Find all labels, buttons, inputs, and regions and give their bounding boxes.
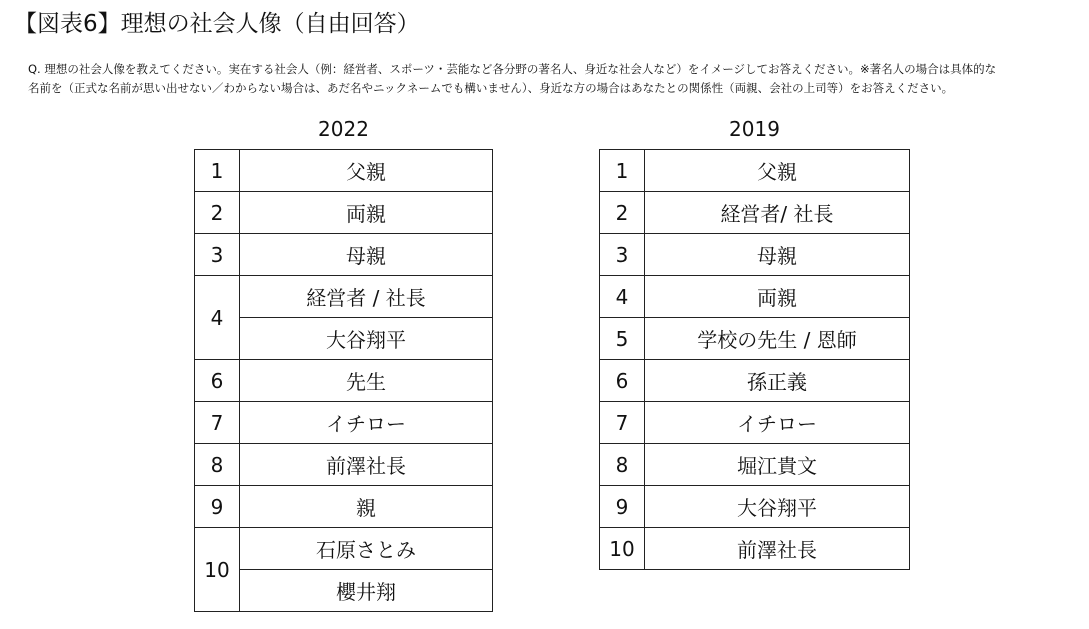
table-row (195, 234, 493, 276)
ranking-table-2022 (194, 149, 493, 612)
rank-cell: 7 (600, 402, 645, 444)
table-row (600, 150, 910, 192)
year-heading-2022: 2022 (318, 117, 369, 141)
table-row (195, 360, 493, 402)
table-row (600, 528, 910, 570)
table-row (195, 318, 493, 360)
table-row (600, 234, 910, 276)
rank-cell: 6 (195, 360, 240, 402)
name-cell: 先生 (240, 360, 493, 402)
table-row (195, 276, 493, 318)
name-cell: イチロー (240, 402, 493, 444)
table-row (600, 192, 910, 234)
name-cell: 大谷翔平 (645, 486, 910, 528)
table-row (600, 444, 910, 486)
name-cell: 孫正義 (645, 360, 910, 402)
rank-cell: 9 (600, 486, 645, 528)
question-line-2: 名前を（正式な名前が思い出せない／わからない場合は、あだ名やニックネームでも構いません）、身近な方の場合はあなたとの関係性（両親、会社の上司等）をお答えください。 (28, 81, 954, 95)
table-row (600, 318, 910, 360)
ranking-table-2019 (599, 149, 910, 570)
rank-cell: 3 (600, 234, 645, 276)
name-cell: 両親 (645, 276, 910, 318)
rank-cell: 3 (195, 234, 240, 276)
name-cell: 母親 (240, 234, 493, 276)
rank-cell: 7 (195, 402, 240, 444)
rank-cell: 8 (195, 444, 240, 486)
question-text (28, 60, 1078, 98)
table-row (195, 570, 493, 612)
rank-cell: 10 (600, 528, 645, 570)
name-cell: 大谷翔平 (240, 318, 493, 360)
rank-cell: 1 (600, 150, 645, 192)
name-cell: 学校の先生 / 恩師 (645, 318, 910, 360)
table-row (195, 150, 493, 192)
name-cell: 両親 (240, 192, 493, 234)
table-row (600, 276, 910, 318)
rank-cell: 4 (195, 276, 240, 360)
rank-cell: 8 (600, 444, 645, 486)
name-cell: 父親 (240, 150, 493, 192)
rank-cell: 2 (195, 192, 240, 234)
name-cell: 母親 (645, 234, 910, 276)
page-title: 【図表6】理想の社会人像（自由回答） (14, 11, 420, 37)
table-row (600, 486, 910, 528)
table-row (195, 486, 493, 528)
rank-cell: 1 (195, 150, 240, 192)
name-cell: 父親 (645, 150, 910, 192)
table-row (195, 528, 493, 570)
table-row (195, 444, 493, 486)
table-row (195, 192, 493, 234)
question-line-1: Q. 理想の社会人像を教えてください。実在する社会人（例：経営者、スポーツ・芸能など各分野の著名人、身近な社会人など）をイメージしてお答えください。※著名人の場合は具体的な (28, 62, 997, 76)
name-cell: 経営者 / 社長 (240, 276, 493, 318)
rank-cell: 9 (195, 486, 240, 528)
name-cell: 前澤社長 (645, 528, 910, 570)
table-row (195, 402, 493, 444)
name-cell: 親 (240, 486, 493, 528)
rank-cell: 5 (600, 318, 645, 360)
rank-cell: 10 (195, 528, 240, 612)
name-cell: 石原さとみ (240, 528, 493, 570)
name-cell: 経営者/ 社長 (645, 192, 910, 234)
rank-cell: 4 (600, 276, 645, 318)
name-cell: イチロー (645, 402, 910, 444)
name-cell: 櫻井翔 (240, 570, 493, 612)
rank-cell: 6 (600, 360, 645, 402)
table-row (600, 360, 910, 402)
name-cell: 堀江貴文 (645, 444, 910, 486)
table-row (600, 402, 910, 444)
year-heading-2019: 2019 (729, 117, 780, 141)
name-cell: 前澤社長 (240, 444, 493, 486)
rank-cell: 2 (600, 192, 645, 234)
